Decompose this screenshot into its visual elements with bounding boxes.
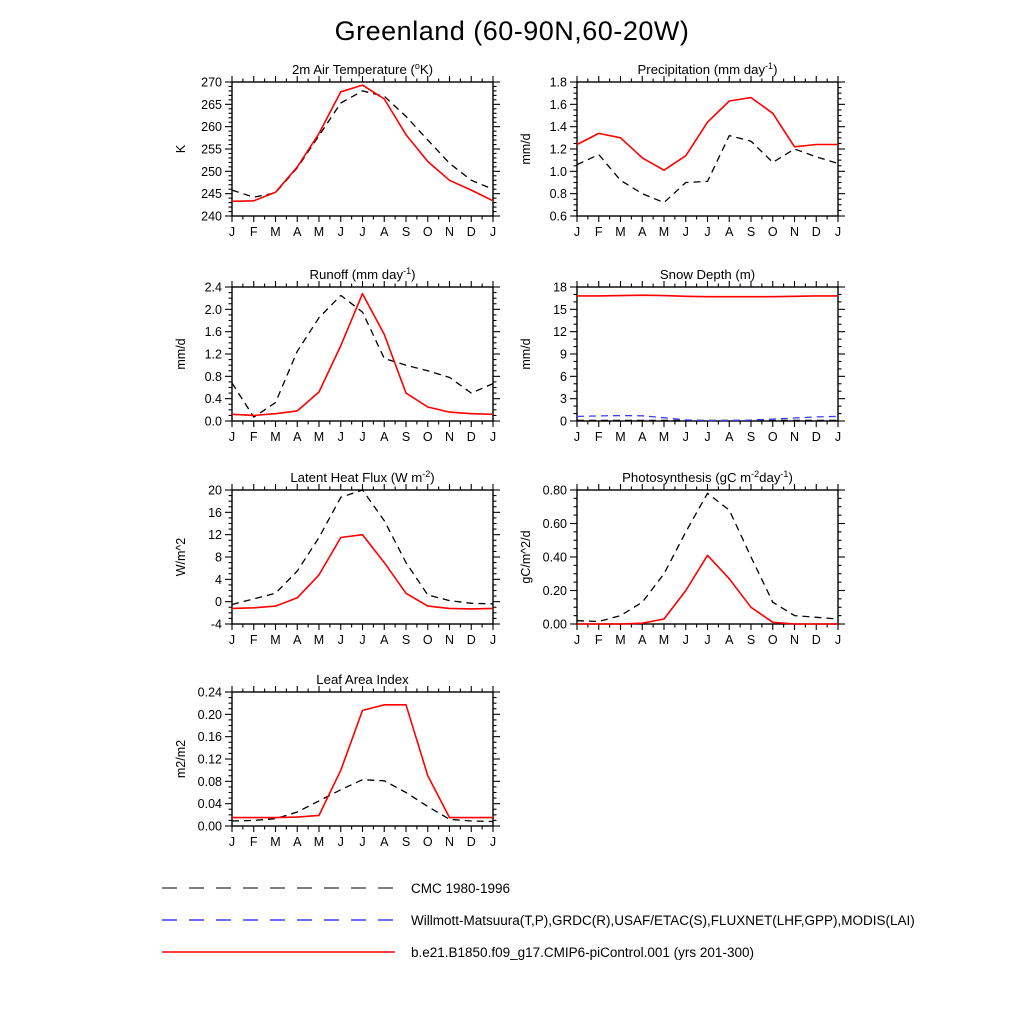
chart-canvas [155, 263, 505, 458]
svg-text:0.60: 0.60 [542, 517, 567, 531]
svg-text:M: M [270, 225, 281, 239]
svg-text:m2/m2: m2/m2 [174, 739, 188, 779]
svg-text:O: O [767, 225, 778, 239]
svg-text:8: 8 [215, 550, 222, 565]
svg-text:J: J [489, 633, 497, 647]
svg-text:J: J [834, 225, 842, 239]
page-title: Greenland (60-90N,60-20W) [334, 16, 690, 46]
svg-text:A: A [725, 225, 734, 239]
svg-text:J: J [573, 225, 581, 239]
svg-text:0.00: 0.00 [542, 617, 567, 632]
svg-text:A: A [293, 633, 302, 647]
svg-text:0.4: 0.4 [204, 392, 222, 407]
svg-text:D: D [466, 430, 476, 444]
svg-text:D: D [466, 633, 476, 647]
svg-text:J: J [573, 430, 581, 444]
svg-text:A: A [293, 835, 302, 849]
svg-text:O: O [767, 633, 778, 647]
svg-text:4: 4 [215, 572, 222, 587]
svg-text:2.4: 2.4 [204, 280, 222, 295]
svg-text:O: O [422, 633, 433, 647]
svg-text:J: J [834, 430, 842, 444]
svg-text:0.6: 0.6 [549, 209, 567, 224]
svg-text:265: 265 [201, 97, 222, 112]
svg-text:0.16: 0.16 [197, 730, 222, 745]
svg-text:J: J [337, 633, 344, 647]
svg-text:12: 12 [208, 528, 222, 543]
svg-text:J: J [682, 225, 689, 239]
svg-text:J: J [682, 430, 689, 444]
legend-label: b.e21.B1850.f09_g17.CMIP6-piControl.001 (yrs 201-300) [411, 944, 754, 960]
chart-canvas [155, 466, 505, 661]
svg-text:A: A [638, 633, 647, 647]
svg-text:A: A [725, 633, 734, 647]
svg-text:2m Air Temperature (oK): 2m Air Temperature ($^o$K) [291, 61, 434, 77]
svg-text:0.04: 0.04 [197, 797, 222, 812]
svg-text:M: M [658, 430, 670, 444]
legend-item-cmc [160, 881, 510, 895]
svg-text:250: 250 [201, 164, 222, 179]
svg-text:F: F [249, 633, 258, 647]
svg-text:1.2: 1.2 [204, 347, 222, 362]
svg-text:S: S [746, 225, 756, 239]
svg-text:0.8: 0.8 [204, 369, 222, 384]
svg-text:Runoff (mm day-1): Runoff (mm day$^{-1}$) [309, 266, 416, 282]
svg-text:1.0: 1.0 [549, 164, 567, 179]
chart-canvas [155, 58, 505, 253]
svg-text:0.40: 0.40 [542, 550, 567, 565]
svg-text:M: M [615, 430, 626, 444]
svg-text:J: J [704, 430, 711, 444]
svg-text:A: A [293, 430, 302, 444]
svg-text:270: 270 [201, 75, 222, 90]
svg-text:J: J [228, 633, 236, 647]
svg-text:J: J [359, 430, 366, 444]
svg-text:A: A [293, 225, 302, 239]
svg-text:6: 6 [560, 369, 567, 384]
svg-text:W/m^2: W/m^2 [174, 537, 188, 577]
svg-text:Latent Heat Flux (W m-2): Latent Heat Flux (W $m^{-2}$) [290, 469, 435, 485]
svg-text:Leaf Area Index: Leaf Area Index [316, 672, 409, 687]
legend-swatch-solid-red [160, 947, 397, 957]
svg-text:F: F [594, 633, 603, 647]
svg-text:J: J [359, 225, 366, 239]
panel-latent-heat-flux [155, 466, 505, 661]
svg-text:9: 9 [560, 347, 567, 362]
svg-text:O: O [422, 430, 433, 444]
svg-text:1.2: 1.2 [549, 142, 567, 157]
svg-text:N: N [789, 633, 800, 647]
svg-text:1.8: 1.8 [549, 75, 567, 90]
svg-text:J: J [228, 225, 236, 239]
svg-text:J: J [489, 225, 497, 239]
svg-text:F: F [249, 225, 258, 239]
svg-text:S: S [401, 633, 411, 647]
svg-text:J: J [337, 430, 344, 444]
svg-text:S: S [401, 225, 411, 239]
svg-text:260: 260 [201, 120, 222, 135]
svg-text:N: N [444, 430, 455, 444]
svg-text:M: M [313, 430, 325, 444]
svg-text:D: D [466, 835, 476, 849]
svg-text:M: M [270, 835, 281, 849]
svg-text:240: 240 [201, 209, 222, 224]
svg-text:0.0: 0.0 [204, 414, 222, 429]
svg-text:J: J [489, 835, 497, 849]
svg-text:0: 0 [215, 595, 222, 610]
chart-canvas [500, 466, 850, 661]
chart-canvas [500, 263, 850, 458]
svg-text:gC/m^2/d: gC/m^2/d [519, 530, 533, 584]
panel-snow-depth [500, 263, 850, 458]
svg-text:0: 0 [560, 414, 567, 429]
svg-text:M: M [658, 633, 670, 647]
svg-text:J: J [359, 633, 366, 647]
svg-text:1.4: 1.4 [549, 120, 567, 135]
svg-text:N: N [789, 430, 800, 444]
svg-text:20: 20 [208, 483, 222, 498]
svg-text:N: N [444, 633, 455, 647]
svg-text:O: O [422, 225, 433, 239]
svg-text:A: A [380, 633, 389, 647]
svg-text:J: J [704, 225, 711, 239]
svg-text:S: S [401, 430, 411, 444]
svg-text:1.6: 1.6 [204, 325, 222, 340]
svg-text:M: M [658, 225, 670, 239]
svg-text:0.8: 0.8 [549, 187, 567, 202]
svg-text:S: S [746, 633, 756, 647]
chart-canvas [155, 668, 505, 863]
svg-text:S: S [746, 430, 756, 444]
svg-text:D: D [811, 225, 821, 239]
svg-text:M: M [313, 633, 325, 647]
svg-text:0.20: 0.20 [197, 707, 222, 722]
svg-text:M: M [313, 835, 325, 849]
svg-text:Photosynthesis (gC m-2day-1): Photosynthesis (gC $m^{-2}day^{-1}$) [622, 469, 793, 485]
svg-text:J: J [834, 633, 842, 647]
svg-text:A: A [638, 225, 647, 239]
svg-text:N: N [444, 835, 455, 849]
svg-text:O: O [767, 430, 778, 444]
chart-canvas [500, 58, 850, 253]
legend-label: Willmott-Matsuura(T,P),GRDC(R),USAF/ETAC(S),FLUXNET(LHF,GPP),MODIS(LAI) [411, 912, 915, 928]
svg-text:J: J [228, 430, 236, 444]
svg-text:255: 255 [201, 142, 222, 157]
svg-text:mm/d: mm/d [174, 338, 188, 370]
svg-text:J: J [682, 633, 689, 647]
svg-text:A: A [380, 225, 389, 239]
svg-text:1.6: 1.6 [549, 97, 567, 112]
svg-text:J: J [228, 835, 236, 849]
legend-swatch-dashed-gray [160, 883, 397, 893]
svg-text:M: M [313, 225, 325, 239]
svg-text:M: M [270, 633, 281, 647]
svg-text:3: 3 [560, 392, 567, 407]
svg-text:12: 12 [553, 325, 567, 340]
svg-text:D: D [811, 633, 821, 647]
svg-text:F: F [594, 430, 603, 444]
svg-text:A: A [638, 430, 647, 444]
svg-text:D: D [466, 225, 476, 239]
svg-text:J: J [704, 633, 711, 647]
svg-text:A: A [380, 430, 389, 444]
svg-text:15: 15 [553, 302, 567, 317]
svg-text:-4: -4 [210, 617, 222, 632]
svg-text:16: 16 [208, 505, 222, 520]
svg-text:0.08: 0.08 [197, 774, 222, 789]
svg-text:2.0: 2.0 [204, 302, 222, 317]
svg-text:0.20: 0.20 [542, 584, 567, 598]
svg-text:J: J [573, 633, 581, 647]
svg-text:J: J [359, 835, 366, 849]
svg-text:mm/d: mm/d [519, 133, 533, 165]
svg-text:M: M [615, 633, 626, 647]
svg-text:18: 18 [553, 280, 567, 295]
svg-text:M: M [615, 225, 626, 239]
legend-swatch-dashed-blue [160, 915, 397, 925]
svg-text:0.00: 0.00 [197, 819, 222, 834]
svg-text:Snow Depth (m): Snow Depth (m) [659, 267, 756, 282]
panel-air-temperature [155, 58, 505, 253]
svg-text:O: O [422, 835, 433, 849]
svg-text:0.12: 0.12 [197, 752, 222, 767]
legend-item-obs [160, 913, 915, 927]
svg-text:0.80: 0.80 [542, 483, 567, 498]
svg-text:M: M [270, 430, 281, 444]
svg-text:N: N [789, 225, 800, 239]
svg-text:F: F [249, 835, 258, 849]
svg-text:0.24: 0.24 [197, 685, 222, 700]
svg-text:S: S [401, 835, 411, 849]
svg-text:F: F [249, 430, 258, 444]
svg-text:245: 245 [201, 187, 222, 202]
svg-text:F: F [594, 225, 603, 239]
svg-text:J: J [337, 225, 344, 239]
panel-photosynthesis [500, 466, 850, 661]
svg-text:K: K [174, 144, 188, 154]
svg-text:N: N [444, 225, 455, 239]
svg-text:A: A [725, 430, 734, 444]
svg-text:Precipitation (mm day-1): Precipitation (mm day$^{-1}$) [637, 61, 778, 77]
legend-item-model [160, 945, 754, 959]
svg-text:J: J [337, 835, 344, 849]
panel-precipitation [500, 58, 850, 253]
svg-text:J: J [489, 430, 497, 444]
svg-text:D: D [811, 430, 821, 444]
svg-text:A: A [380, 835, 389, 849]
svg-text:mm/d: mm/d [519, 338, 533, 370]
panel-leaf-area-index [155, 668, 505, 863]
panel-runoff [155, 263, 505, 458]
legend-label: CMC 1980-1996 [411, 880, 511, 896]
